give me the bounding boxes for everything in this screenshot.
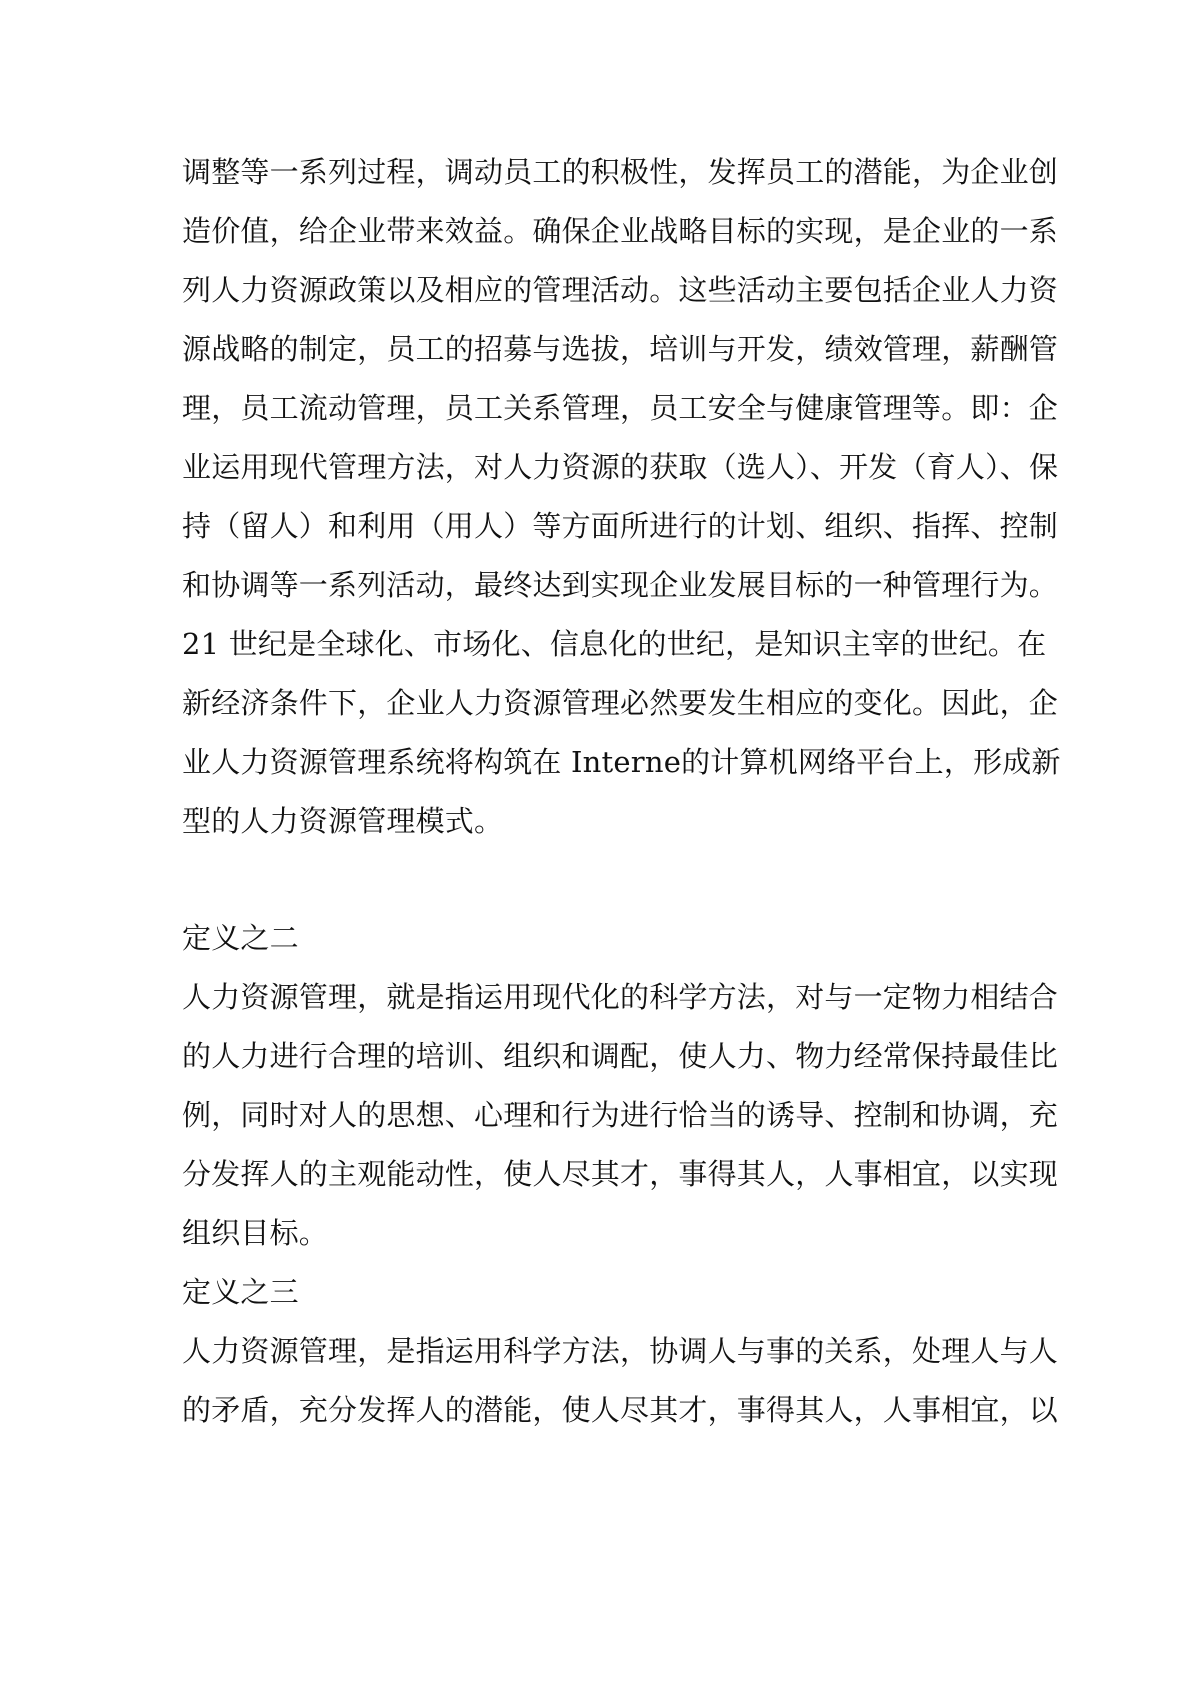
text-line: 组织目标。 (182, 1216, 329, 1250)
text-line: 理，员工流动管理，员工关系管理，员工安全与健康管理等。即：企 (182, 391, 1059, 425)
text-line: 持（留人）和利用（用人）等方面所进行的计划、组织、指挥、控制 (182, 509, 1059, 543)
text-line: 的矛盾，充分发挥人的潜能，使人尽其才，事得其人，人事相宜，以 (182, 1393, 1059, 1427)
text-line: 21 世纪是全球化、市场化、信息化的世纪，是知识主宰的世纪。在 (182, 627, 1047, 661)
text-line: 人力资源管理，就是指运用现代化的科学方法，对与一定物力相结合 (182, 980, 1059, 1014)
text-line: 新经济条件下，企业人力资源管理必然要发生相应的变化。因此，企 (182, 686, 1059, 720)
section-heading: 定义之三 (182, 1275, 299, 1309)
text-line: 和协调等一系列活动，最终达到实现企业发展目标的一种管理行为。 (182, 568, 1059, 602)
text-line: 造价值，给企业带来效益。确保企业战略目标的实现，是企业的一系 (182, 214, 1059, 248)
text-line: 调整等一系列过程，调动员工的积极性，发挥员工的潜能，为企业创 (182, 155, 1059, 189)
text-line: 的人力进行合理的培训、组织和调配，使人力、物力经常保持最佳比 (182, 1039, 1059, 1073)
text-line: 业人力资源管理系统将构筑在 Interne的计算机网络平台上，形成新 (182, 745, 1061, 779)
text-line: 型的人力资源管理模式。 (182, 804, 504, 838)
section-heading: 定义之二 (182, 921, 299, 955)
text-line: 源战略的制定，员工的招募与选拔，培训与开发，绩效管理，薪酬管 (182, 332, 1059, 366)
text-line: 人力资源管理，是指运用科学方法，协调人与事的关系，处理人与人 (182, 1334, 1059, 1368)
text-line: 业运用现代管理方法，对人力资源的获取（选人）、开发（育人）、保 (182, 450, 1059, 484)
text-line: 例，同时对人的思想、心理和行为进行恰当的诱导、控制和协调，充 (182, 1098, 1059, 1132)
text-line: 分发挥人的主观能动性，使人尽其才，事得其人，人事相宜，以实现 (182, 1157, 1059, 1191)
text-line: 列人力资源政策以及相应的管理活动。这些活动主要包括企业人力资 (182, 273, 1059, 307)
